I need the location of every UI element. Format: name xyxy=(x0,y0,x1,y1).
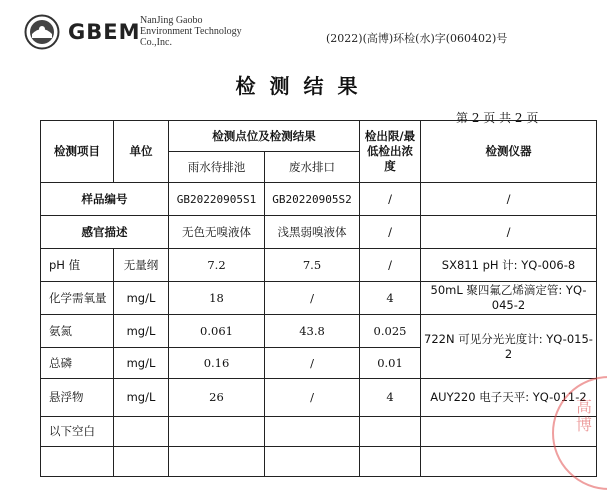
row-point-2: 7.5 xyxy=(265,249,360,282)
table-row xyxy=(41,282,597,315)
company-seal-text: 高 博 xyxy=(576,397,593,434)
row-point-2: / xyxy=(265,282,360,315)
row-unit: mg/L xyxy=(114,315,169,348)
row-item: pH 值 xyxy=(41,249,114,282)
row-limit: 0.025 xyxy=(360,315,421,348)
page-title: 检测结果 xyxy=(235,74,372,98)
row-point-2: / xyxy=(265,379,360,417)
row-unit: mg/L xyxy=(114,379,169,417)
sensory-2: 浅黑弱嗅液体 xyxy=(265,216,360,249)
blank-label: 以下空白 xyxy=(41,417,114,447)
sensory-instrument: / xyxy=(421,216,597,249)
row-instrument: AUY220 电子天平: YQ-011-2 xyxy=(421,379,597,417)
row-limit: 4 xyxy=(360,379,421,417)
header-points: 检测点位及检测结果 xyxy=(169,121,360,152)
sample-id-label: 样品编号 xyxy=(41,183,169,216)
page-info: 第 2 页 共 2 页 xyxy=(456,111,539,125)
sample-id-limit: / xyxy=(360,183,421,216)
company-logo xyxy=(24,14,60,50)
row-point-1: 0.061 xyxy=(169,315,265,348)
header-point-1: 雨水待排池 xyxy=(169,152,265,183)
sensory-label: 感官描述 xyxy=(41,216,169,249)
row-unit: 无量纲 xyxy=(114,249,169,282)
report-number: (2022)(高博)环检(水)字(060402)号 xyxy=(326,32,508,45)
row-instrument: SX811 pH 计: YQ-006-8 xyxy=(421,249,597,282)
table-row xyxy=(41,379,597,417)
header-unit: 单位 xyxy=(114,121,169,183)
results-table xyxy=(40,120,597,477)
row-instrument: 722N 可见分光光度计: YQ-015-2 xyxy=(421,315,597,379)
sample-id-2: GB20220905S2 xyxy=(265,183,360,216)
row-unit: mg/L xyxy=(114,348,169,379)
row-point-1: 18 xyxy=(169,282,265,315)
sensory-1: 无色无嗅液体 xyxy=(169,216,265,249)
row-item: 悬浮物 xyxy=(41,379,114,417)
table-row xyxy=(41,315,597,348)
row-limit: / xyxy=(360,249,421,282)
header-row xyxy=(41,121,597,152)
header-point-2: 废水排口 xyxy=(265,152,360,183)
row-point-1: 7.2 xyxy=(169,249,265,282)
row-item: 氨氮 xyxy=(41,315,114,348)
sample-id-1: GB20220905S1 xyxy=(169,183,265,216)
row-limit: 4 xyxy=(360,282,421,315)
brand-name: GBEM xyxy=(68,20,141,44)
sensory-limit: / xyxy=(360,216,421,249)
empty-row xyxy=(41,447,597,477)
sample-id-row xyxy=(41,183,597,216)
row-item: 总磷 xyxy=(41,348,114,379)
row-point-1: 26 xyxy=(169,379,265,417)
table-row xyxy=(41,249,597,282)
row-item: 化学需氧量 xyxy=(41,282,114,315)
header-instrument: 检测仪器 xyxy=(421,121,597,183)
row-limit: 0.01 xyxy=(360,348,421,379)
row-point-2: 43.8 xyxy=(265,315,360,348)
row-point-2: / xyxy=(265,348,360,379)
row-instrument: 50mL 聚四氟乙烯滴定管: YQ-045-2 xyxy=(421,282,597,315)
header-item: 检测项目 xyxy=(41,121,114,183)
header-limit: 检出限/最低检出浓度 xyxy=(360,121,421,183)
sample-id-instrument: / xyxy=(421,183,597,216)
blank-row xyxy=(41,417,597,447)
row-point-1: 0.16 xyxy=(169,348,265,379)
sensory-row xyxy=(41,216,597,249)
row-unit: mg/L xyxy=(114,282,169,315)
company-name: NanJing Gaobo Environment Technology Co.,Inc. xyxy=(140,15,242,48)
